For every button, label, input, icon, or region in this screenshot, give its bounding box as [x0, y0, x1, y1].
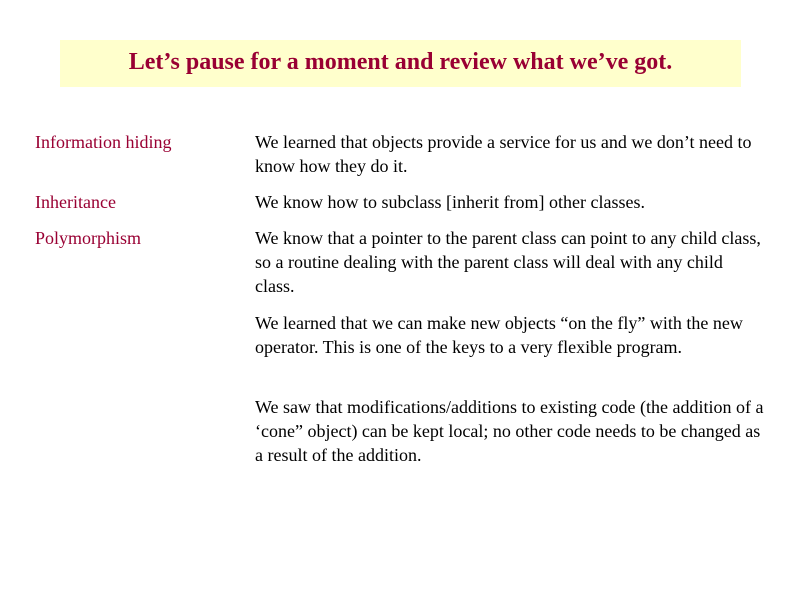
term-polymorphism: Polymorphism — [35, 228, 142, 248]
description-inheritance: We know how to subclass [inherit from] other classes. — [255, 192, 645, 212]
description-polymorphism: We know that a pointer to the parent class can point to any child class, so a routine dealing with the parent class will deal with any child class. — [255, 228, 761, 296]
term-inheritance: Inheritance — [35, 192, 116, 212]
term-information-hiding: Information hiding — [35, 132, 172, 152]
slide-title-box — [60, 40, 741, 87]
slide-title: Let’s pause for a moment and review what we’ve got. — [128, 49, 673, 75]
paragraph-local-modifications: We saw that modifications/additions to existing code (the addition of a ‘cone” object) can be kept local; no other code needs to be changed as a result of the addition. — [255, 397, 764, 465]
description-information-hiding: We learned that objects provide a service for us and we don’t need to know how they do it. — [255, 132, 752, 176]
paragraph-new-operator: We learned that we can make new objects “on the fly” with the new operator. This is one of the keys to a very flexible program. — [255, 313, 743, 357]
